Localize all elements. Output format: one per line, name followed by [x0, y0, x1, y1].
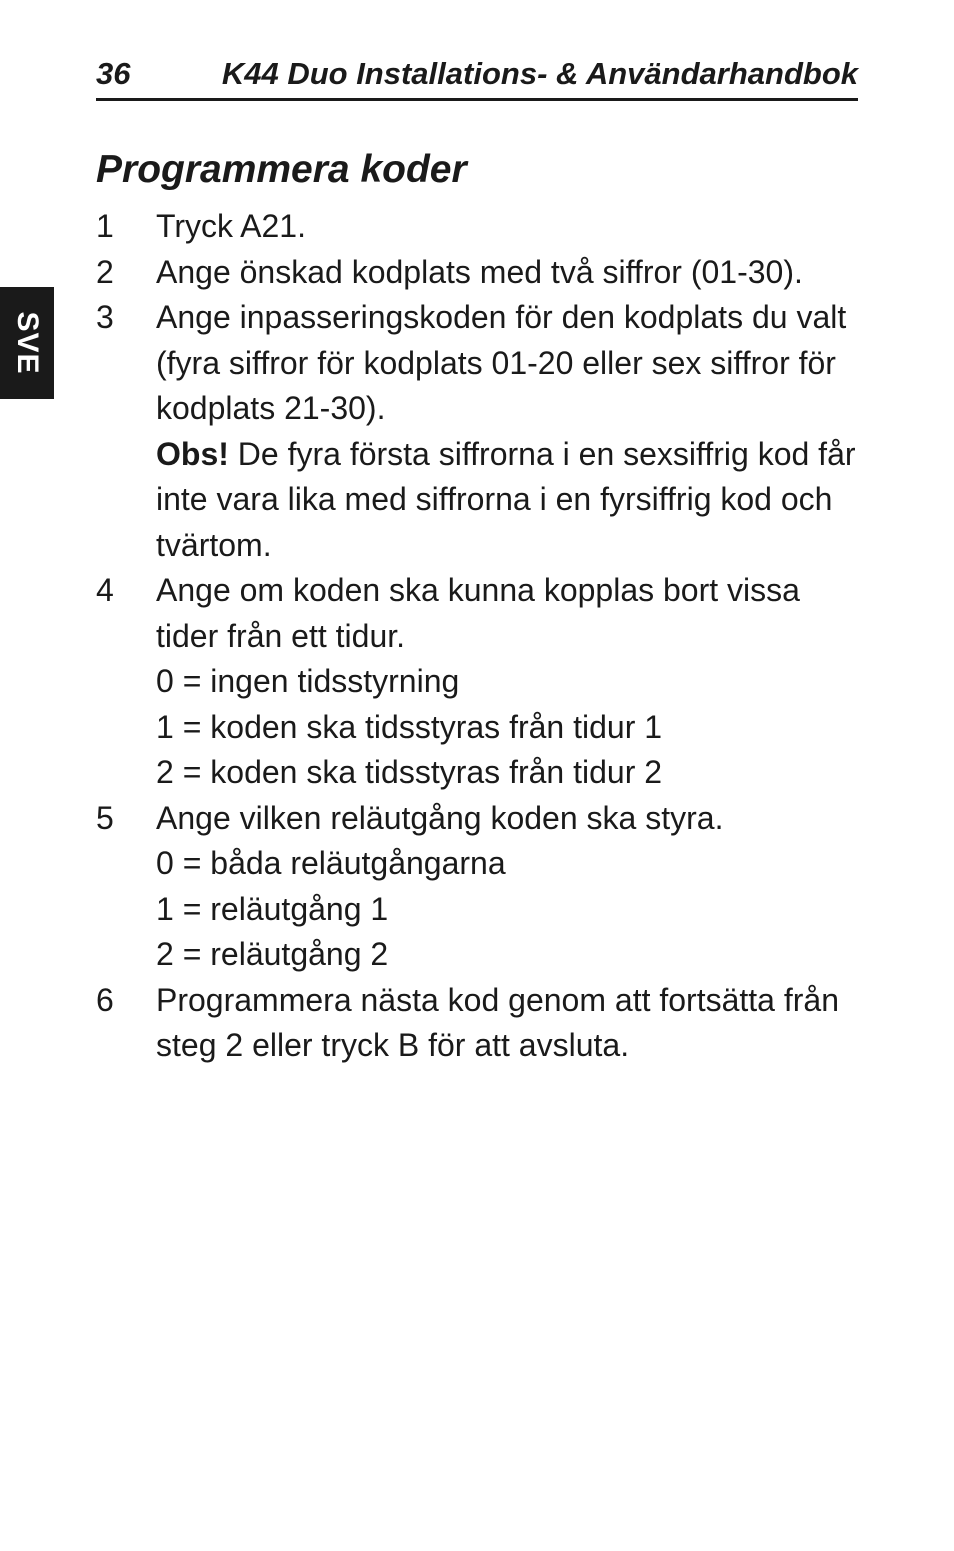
step-text: Programmera nästa kod genom att fortsätta från steg 2 eller tryck B för att avsluta.: [156, 981, 839, 1063]
page-header: [96, 52, 858, 101]
note-label: Obs!: [156, 435, 229, 472]
step-4: [96, 568, 866, 796]
step-3: [96, 295, 866, 568]
step-number: 2: [96, 253, 114, 290]
step-text: Ange inpasseringskoden för den kodplats du valt (fyra siffror för kodplats 01-20 eller sex siffror för kodplats 21-30).: [156, 299, 847, 426]
step-number: 4: [96, 572, 114, 608]
step-number: 3: [96, 299, 114, 335]
step-number: 6: [96, 981, 114, 1018]
language-tab-label: SVE: [11, 311, 44, 375]
section-heading: Programmera koder: [96, 148, 467, 191]
note-text: De fyra första siffrorna i en sexsiffrig kod får inte vara lika med siffrorna i en fyrsiffrig kod och tvärtom.: [156, 435, 856, 563]
step-text: Ange önskad kodplats med två siffror (01-30).: [156, 253, 803, 290]
step-option: 2 = koden ska tidsstyras från tidur 2: [156, 754, 663, 790]
step-6: [96, 978, 866, 1069]
step-text: Ange vilken reläutgång koden ska styra.: [156, 799, 724, 836]
step-option: 1 = reläutgång 1: [156, 890, 389, 927]
steps-list: [96, 204, 866, 1069]
page-number: 36: [96, 56, 131, 91]
step-option: 2 = reläutgång 2: [156, 936, 389, 972]
step-2: [96, 250, 866, 296]
step-number: 1: [96, 208, 114, 244]
step-text: Tryck A21.: [156, 208, 306, 244]
step-text: Ange om koden ska kunna kopplas bort vissa tider från ett tidur.: [156, 572, 800, 654]
step-1: [96, 204, 866, 250]
step-option: 0 = ingen tidsstyrning: [156, 663, 460, 699]
running-title: K44 Duo Installations- & Användarhandbok: [221, 56, 858, 91]
step-option: 1 = koden ska tidsstyras från tidur 1: [156, 708, 663, 745]
step-option: 0 = båda reläutgångarna: [156, 845, 506, 881]
step-note: [156, 432, 866, 569]
step-number: 5: [96, 799, 114, 836]
step-5: [96, 796, 866, 978]
language-tab: [0, 287, 54, 399]
